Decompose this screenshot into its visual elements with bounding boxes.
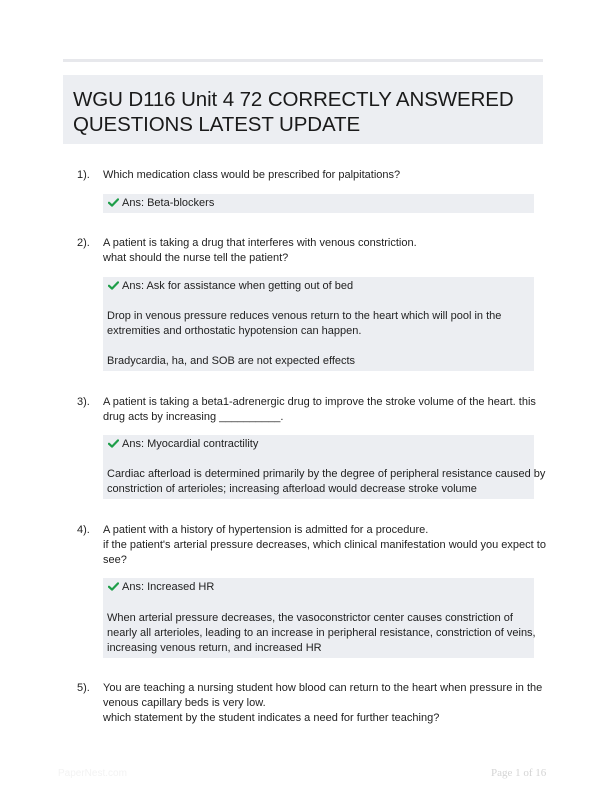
question-text-line: A patient is taking a beta1-adrenergic drug to improve the stroke volume of the heart. this xyxy=(103,396,536,408)
top-divider xyxy=(63,59,543,62)
question-text xyxy=(103,681,541,726)
explanation-line: extremities and orthostatic hypotension can happen. xyxy=(107,325,362,337)
question-number: 4). xyxy=(77,524,90,536)
answer-text: Ans: Myocardial contractility xyxy=(122,438,259,450)
question-text-line: if the patient's arterial pressure decreases, which clinical manifestation would you expect to xyxy=(103,539,546,551)
question-text-line: A patient is taking a drug that interferes with venous constriction. xyxy=(103,237,417,249)
answer-box xyxy=(103,578,534,658)
answer-text: Ans: Ask for assistance when getting out of bed xyxy=(122,280,354,292)
explanation-line: When arterial pressure decreases, the vasoconstrictor center causes constriction of xyxy=(107,612,513,624)
explanation-line: Bradycardia, ha, and SOB are not expected effects xyxy=(107,355,356,367)
question-text xyxy=(103,236,541,266)
answer-box xyxy=(103,277,534,371)
explanation-line: nearly all arterioles, leading to an increase in peripheral resistance, constriction of veins, xyxy=(107,627,536,639)
question-text-line: Which medication class would be prescribed for palpitations? xyxy=(103,169,401,181)
question-number: 5). xyxy=(77,682,90,694)
question-text-line: see? xyxy=(103,554,127,566)
footer-watermark: PaperNest.com xyxy=(58,768,127,779)
document-title-line-1: WGU D116 Unit 4 72 CORRECTLY ANSWERED xyxy=(73,88,514,111)
check-icon xyxy=(108,439,119,448)
question-number: 2). xyxy=(77,237,90,249)
question-text-line: which statement by the student indicates a need for further teaching? xyxy=(103,712,440,724)
answer-box xyxy=(103,435,546,499)
question-text xyxy=(103,395,541,425)
check-icon xyxy=(108,198,119,207)
explanation-line: Cardiac afterload is determined primarily by the degree of peripheral resistance caused by xyxy=(107,468,546,480)
answer-text: Ans: Increased HR xyxy=(122,581,215,593)
answer-line xyxy=(108,580,214,595)
question-text-line: what should the nurse tell the patient? xyxy=(103,252,289,264)
question-text xyxy=(103,168,541,183)
explanation-line: constriction of arterioles; increasing afterload would decrease stroke volume xyxy=(107,483,477,495)
question-text-line: You are teaching a nursing student how blood can return to the heart when pressure in the xyxy=(103,682,543,694)
check-icon xyxy=(108,582,119,591)
document-title-box xyxy=(63,75,543,144)
question-number: 1). xyxy=(77,169,90,181)
answer-text: Ans: Beta-blockers xyxy=(122,197,215,209)
explanation-line: increasing venous return, and increased HR xyxy=(107,642,322,654)
answer-line xyxy=(108,279,353,294)
answer-line xyxy=(108,196,214,211)
question-text xyxy=(103,523,546,568)
question-text-line: A patient with a history of hypertension is admitted for a procedure. xyxy=(103,524,429,536)
check-icon xyxy=(108,281,119,290)
page-number: Page 1 of 16 xyxy=(491,767,547,779)
question-text-line: venous capillary beds is very low. xyxy=(103,697,266,709)
question-text-line: drug acts by increasing __________. xyxy=(103,411,284,423)
answer-box xyxy=(103,194,534,213)
answer-line xyxy=(108,437,258,452)
document-title-line-2: QUESTIONS LATEST UPDATE xyxy=(73,113,361,136)
explanation-line: Drop in venous pressure reduces venous return to the heart which will pool in the xyxy=(107,310,502,322)
question-number: 3). xyxy=(77,396,90,408)
